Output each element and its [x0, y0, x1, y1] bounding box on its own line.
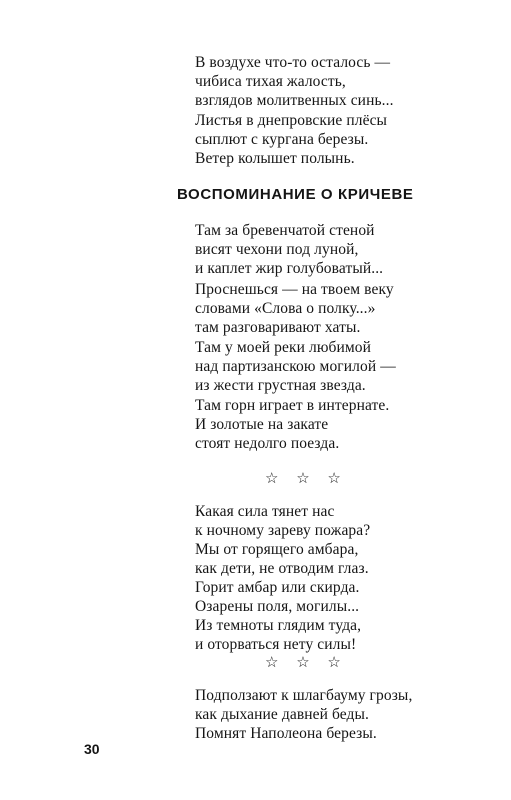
poem-line: Там у моей реки любимой: [195, 339, 372, 356]
poem-line: Листья в днепровские плёсы: [195, 112, 388, 129]
poem-line: и каплет жир голубоватый...: [195, 260, 384, 277]
poem-line: как дети, не отводим глаз.: [195, 560, 369, 577]
poem-line: И золотые на закате: [195, 416, 329, 433]
krichev-stanza-2: [195, 280, 394, 337]
poem-line: Горит амбар или скирда.: [195, 579, 360, 596]
krichev-stanza-4: [195, 396, 389, 453]
poem-line: сыплют с кургана березы.: [195, 131, 369, 148]
poem-line: словами «Слова о полку...»: [195, 300, 376, 317]
krichev-stanza-1: [195, 221, 383, 278]
storm-stanza: [195, 686, 412, 743]
poem-line: к ночному зареву пожара?: [195, 522, 371, 539]
poem-line: Озарены поля, могилы...: [195, 598, 360, 615]
poem-line: Проснешься — на твоем веку: [195, 281, 394, 298]
poem-line: там разговаривают хаты.: [195, 319, 361, 336]
fire-stanza: [195, 502, 370, 654]
poem-line: стоят недолго поезда.: [195, 435, 340, 452]
section-separator: ☆ ☆ ☆: [265, 471, 348, 487]
poem-line: как дыхание давней беды.: [195, 706, 370, 723]
poem-line: Мы от горящего амбара,: [195, 541, 359, 558]
poem-line: Из темноты глядим туда,: [195, 617, 362, 634]
intro-stanza-1: [195, 53, 394, 110]
poem-line: и оторваться нету силы!: [195, 636, 357, 653]
poem-line: висят чехони под луной,: [195, 241, 359, 258]
poem-line: Ветер колышет полынь.: [195, 150, 355, 167]
section-separator: ☆ ☆ ☆: [265, 655, 348, 671]
poem-line: взглядов молитвенных синь...: [195, 92, 394, 109]
poem-line: чибиса тихая жалость,: [195, 73, 346, 90]
page-number: 30: [84, 741, 100, 757]
poem-line: Какая сила тянет нас: [195, 503, 335, 520]
poem-line: Помнят Наполеона березы.: [195, 725, 377, 742]
poem-line: из жести грустная звезда.: [195, 377, 366, 394]
intro-stanza-2: [195, 111, 387, 168]
poem-line: над партизанскою могилой —: [195, 358, 396, 375]
poem-line: Там горн играет в интернате.: [195, 397, 390, 414]
poem-line: В воздухе что-то осталось —: [195, 54, 391, 71]
krichev-stanza-3: [195, 338, 396, 395]
poem-line: Там за бревенчатой стеной: [195, 222, 375, 239]
poem-line: Подползают к шлагбауму грозы,: [195, 687, 413, 704]
poem-title: ВОСПОМИНАНИЕ О КРИЧЕВЕ: [177, 186, 414, 203]
